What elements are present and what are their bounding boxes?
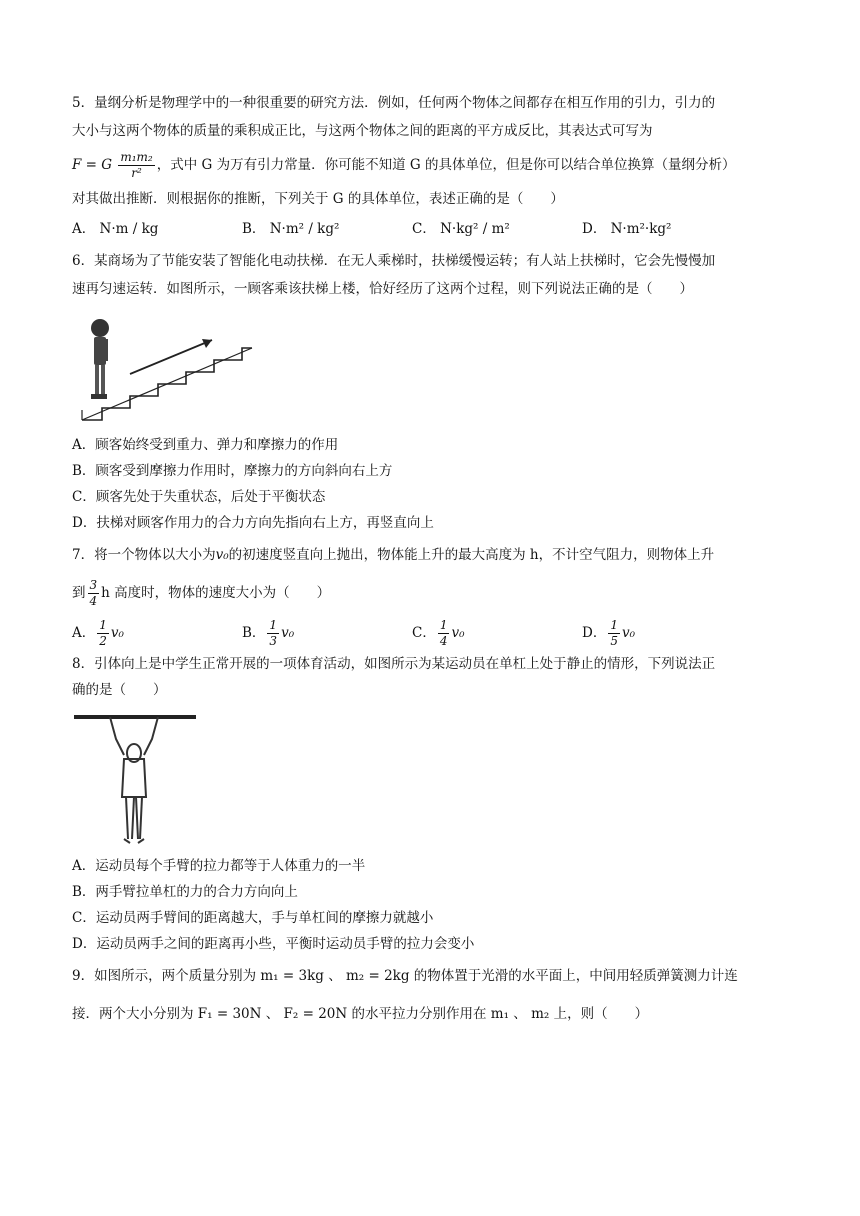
- q5-options: [72, 218, 792, 240]
- q7-fraction-den: 4: [89, 594, 98, 608]
- q5-text-line2: 大小与这两个物体的质量的乘积成正比，与这两个物体之间的距离的平方成反比，其表达式可写为: [72, 123, 653, 139]
- pull-up-figure: [72, 709, 202, 849]
- q8-option-b: B．两手臂拉单杠的力的合力方向向上: [72, 884, 298, 900]
- question-8: [72, 653, 792, 955]
- q5-text-line3: ，式中 G 为万有引力常量．你可能不知道 G 的具体单位，但是你可以结合单位换算（量纲分析）: [156, 157, 736, 173]
- question-5: [72, 92, 792, 240]
- q8-text-line2: 确的是（ ）: [72, 682, 167, 698]
- q7-number: 7．: [72, 547, 95, 563]
- q5-text-line4: 对其做出推断．则根据你的推断，下列关于 G 的具体单位，表述正确的是（ ）: [72, 191, 564, 207]
- q7-options: [72, 618, 792, 649]
- question-9: [72, 965, 792, 1025]
- motion-arrow: [130, 340, 212, 374]
- q5-formula-lhs: F = G: [72, 157, 113, 173]
- q6-text-line2: 速再匀速运转．如图所示，一顾客乘该扶梯上楼，恰好经历了这两个过程，则下列说法正确的是（ ）: [72, 281, 693, 297]
- q8-option-c: C．运动员两手臂间的距离越大，手与单杠间的摩擦力就越小: [72, 910, 434, 926]
- q8-number: 8．: [72, 656, 95, 672]
- q7-option-d: D． $\frac{1}{5}$ v₀: [582, 618, 636, 648]
- q7-fraction: [88, 578, 100, 609]
- q7-text-line1a: 将一个物体以大小为: [94, 547, 216, 563]
- q5-formula-fraction: [118, 150, 154, 181]
- q7-text-line2a: 到: [72, 585, 86, 601]
- q7-text-line1b: 的初速度竖直向上抛出，物体能上升的最大高度为 h，不计空气阻力，则物体上升: [228, 547, 715, 563]
- q9-text-line1: 如图所示，两个质量分别为 m₁ = 3kg 、 m₂ = 2kg 的物体置于光滑的水平面上，中间用轻质弹簧测力计连: [94, 968, 738, 984]
- q6-option-b: B．顾客受到摩擦力作用时，摩擦力的方向斜向右上方: [72, 463, 393, 479]
- q9-number: 9．: [72, 968, 95, 984]
- q6-text-line1: 某商场为了节能安装了智能化电动扶梯．在无人乘梯时，扶梯缓慢运转；有人站上扶梯时，它会先慢慢加: [94, 253, 716, 269]
- q6-option-c: C．顾客先处于失重状态，后处于平衡状态: [72, 489, 326, 505]
- q5-option-d: D． N·m²·kg²: [582, 221, 672, 237]
- q6-option-d: D．扶梯对顾客作用力的合力方向先指向右上方，再竖直向上: [72, 515, 434, 531]
- q7-text-line2b: h 高度时，物体的速度大小为（ ）: [101, 585, 331, 601]
- q7-option-c: C． $\frac{1}{4}$ v₀: [412, 618, 465, 648]
- q5-option-a: A． N·m / kg: [72, 221, 159, 237]
- q7-option-a: A． $\frac{1}{2}$ v₀: [72, 618, 124, 648]
- q8-text-line1: 引体向上是中学生正常开展的一项体育活动，如图所示为某运动员在单杠上处于静止的情形，下列说法正: [94, 656, 716, 672]
- q5-formula-denominator: r²: [131, 166, 142, 180]
- question-7: [72, 544, 792, 649]
- q5-text-line1: 量纲分析是物理学中的一种很重要的研究方法．例如，任何两个物体之间都存在相互作用的引力，引力的: [94, 95, 716, 111]
- exam-page: [72, 92, 792, 1025]
- customer-figure: [91, 319, 109, 399]
- q9-text-line2: 接．两个大小分别为 F₁ = 30N 、 F₂ = 20N 的水平拉力分别作用在 m₁ 、 m₂ 上，则（ ）: [72, 1006, 649, 1022]
- q7-option-b: B． $\frac{1}{3}$ v₀: [242, 618, 295, 648]
- q5-option-b: B． N·m² / kg²: [242, 221, 340, 237]
- q7-v0: v₀: [215, 547, 229, 563]
- question-6: [72, 250, 792, 534]
- q5-formula-numerator: m₁m₂: [120, 150, 153, 164]
- q5-option-c: C． N·kg² / m²: [412, 221, 510, 237]
- q6-option-a: A．顾客始终受到重力、弹力和摩擦力的作用: [72, 437, 339, 453]
- q6-number: 6．: [72, 253, 95, 269]
- q7-fraction-num: 3: [89, 578, 98, 592]
- q8-option-d: D．运动员两手之间的距离再小些，平衡时运动员手臂的拉力会变小: [72, 936, 475, 952]
- q5-number: 5．: [72, 95, 95, 111]
- athlete-figure: [110, 717, 158, 843]
- escalator-figure: [72, 308, 262, 428]
- q8-option-a: A．运动员每个手臂的拉力都等于人体重力的一半: [72, 858, 366, 874]
